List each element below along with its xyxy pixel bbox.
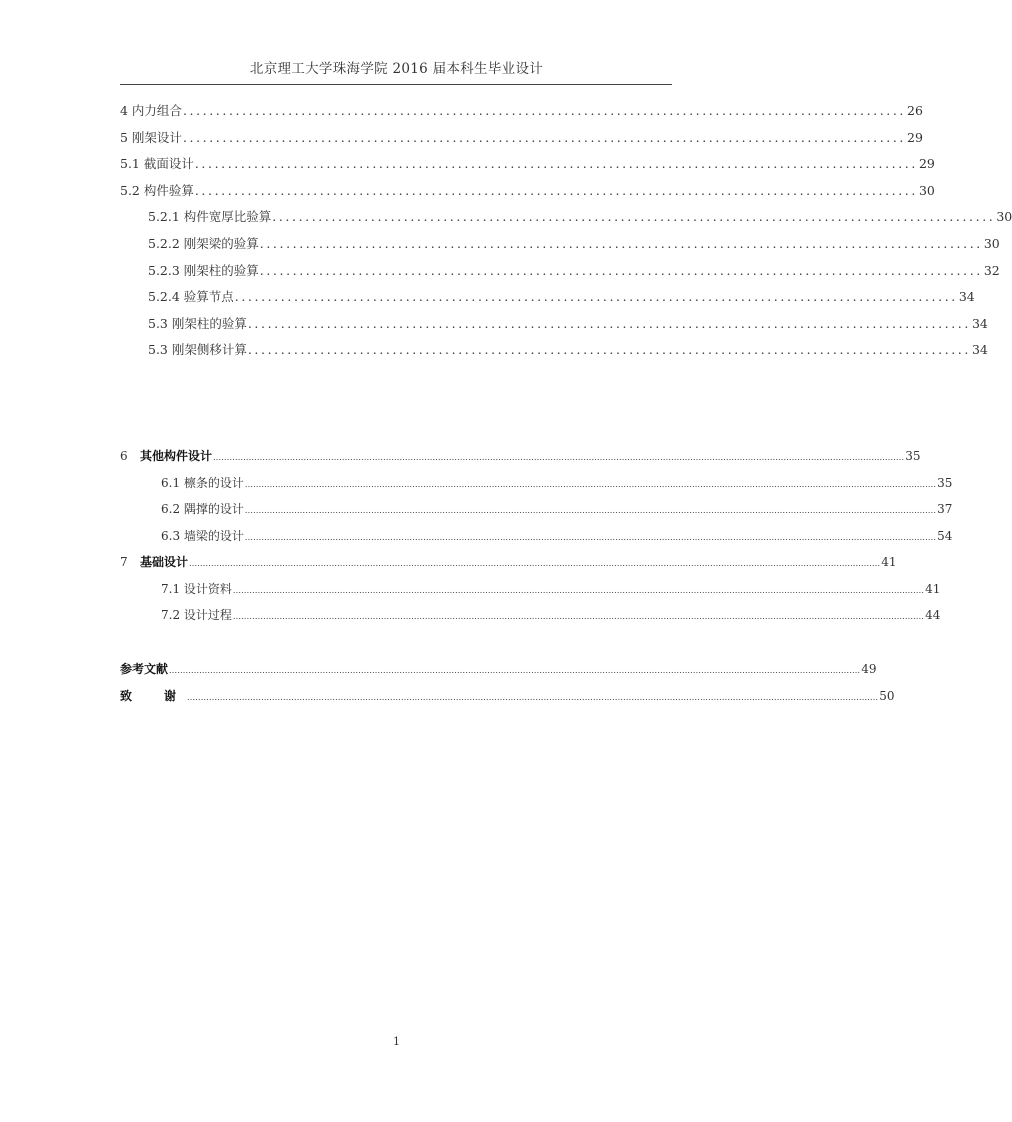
toc-entry-references[interactable]	[120, 660, 877, 677]
toc-entry-label: 基础设计	[140, 555, 189, 569]
toc-entry[interactable]	[161, 500, 953, 517]
toc-entry-label: 5.2.1 构件宽厚比验算	[148, 209, 272, 224]
toc-leader: ............................................................................................................................................................................................................................................................	[244, 480, 937, 489]
toc-entry[interactable]	[161, 474, 953, 491]
header-rule	[120, 84, 672, 85]
toc-entry-label: 5.2.2 刚架梁的验算	[148, 236, 259, 251]
toc-leader: ............................................................................................................................................................................................................................................................	[169, 666, 861, 675]
toc-entry[interactable]	[148, 287, 975, 305]
toc-leader: ..............................................................................................................	[259, 263, 983, 278]
toc-leader: ..............................................................................................................	[272, 209, 996, 224]
toc-leader: ..............................................................................................................	[182, 103, 907, 118]
toc-chapter-entry[interactable]	[120, 553, 897, 570]
toc-leader: ............................................................................................................................................................................................................................................................	[244, 506, 937, 515]
toc-entry-label: 参考文献	[120, 662, 169, 676]
toc-entry[interactable]	[148, 314, 988, 332]
toc-entry[interactable]	[148, 340, 988, 358]
toc-leader: ..............................................................................................................	[194, 183, 918, 198]
toc-leader: ..............................................................................................................	[247, 342, 971, 357]
toc-entry-label: 5.2.3 刚架柱的验算	[148, 263, 259, 278]
toc-entry[interactable]	[148, 261, 1000, 279]
toc-leader: ............................................................................................................................................................................................................................................................	[232, 612, 925, 621]
toc-entry-page: 26	[907, 103, 923, 118]
toc-entry-page: 30	[918, 183, 935, 198]
toc-entry-page: 29	[907, 130, 923, 145]
toc-leader: ............................................................................................................................................................................................................................................................	[189, 559, 881, 568]
toc-chapter-entry[interactable]	[120, 447, 921, 464]
toc-entry[interactable]	[120, 128, 923, 146]
toc-entry-label: 致 谢	[120, 689, 187, 703]
toc-entry[interactable]	[148, 207, 1012, 225]
toc-entry-page: 50	[879, 689, 895, 703]
toc-chapter-number: 6	[120, 449, 128, 463]
toc-entry-acknowledgements[interactable]	[120, 687, 895, 704]
toc-entry[interactable]	[148, 234, 1000, 252]
toc-entry-label: 6.2 隅撑的设计	[161, 502, 244, 516]
toc-entry-page: 44	[925, 608, 941, 622]
toc-chapter-number: 7	[120, 555, 128, 569]
toc-entry-page: 41	[925, 582, 941, 596]
toc-entry-page: 41	[881, 555, 897, 569]
toc-entry[interactable]	[161, 527, 953, 544]
toc-entry-page: 35	[937, 476, 953, 490]
toc-leader: ..............................................................................................................	[234, 289, 958, 304]
toc-entry-label: 6.1 檩条的设计	[161, 476, 244, 490]
toc-entry-label: 6.3 墙梁的设计	[161, 529, 244, 543]
toc-entry-label: 5.1 截面设计	[120, 156, 194, 171]
running-header: 北京理工大学珠海学院 2016 届本科生毕业设计	[249, 61, 544, 77]
toc-leader: ............................................................................................................................................................................................................................................................	[187, 693, 879, 702]
toc-entry-page: 30	[983, 236, 1000, 251]
toc-entry-page: 34	[958, 289, 975, 304]
toc-entry-page: 49	[861, 662, 877, 676]
toc-leader: ..............................................................................................................	[194, 156, 918, 171]
toc-entry-label: 5.3 刚架柱的验算	[148, 316, 247, 331]
toc-leader: ..............................................................................................................	[182, 130, 907, 145]
toc-entry-page: 34	[971, 316, 988, 331]
toc-entry-page: 29	[918, 156, 935, 171]
toc-entry-page: 37	[937, 502, 953, 516]
toc-entry[interactable]	[120, 181, 935, 199]
toc-leader: ..............................................................................................................	[259, 236, 983, 251]
toc-entry-label: 4 内力组合	[120, 103, 182, 118]
toc-entry-page: 32	[983, 263, 1000, 278]
toc-entry-label: 5.2 构件验算	[120, 183, 194, 198]
page-number: 1	[393, 1035, 400, 1048]
toc-leader: ............................................................................................................................................................................................................................................................	[213, 453, 905, 462]
toc-entry-label: 5 刚架设计	[120, 130, 182, 145]
toc-entry-page: 35	[905, 449, 921, 463]
toc-entry[interactable]	[161, 580, 941, 597]
toc-entry-label: 7.1 设计资料	[161, 582, 232, 596]
toc-entry-page: 34	[971, 342, 988, 357]
toc-leader: ..............................................................................................................	[247, 316, 971, 331]
toc-entry-page: 54	[937, 529, 953, 543]
toc-entry[interactable]	[161, 606, 941, 623]
toc-entry-label: 其他构件设计	[140, 449, 213, 463]
toc-entry[interactable]	[120, 101, 923, 119]
toc-entry-label: 5.2.4 验算节点	[148, 289, 234, 304]
toc-entry[interactable]	[120, 154, 935, 172]
toc-entry-label: 7.2 设计过程	[161, 608, 232, 622]
toc-entry-page: 30	[996, 209, 1012, 224]
toc-entry-label: 5.3 刚架侧移计算	[148, 342, 247, 357]
toc-leader: ............................................................................................................................................................................................................................................................	[232, 586, 925, 595]
toc-leader: ............................................................................................................................................................................................................................................................	[244, 533, 937, 542]
